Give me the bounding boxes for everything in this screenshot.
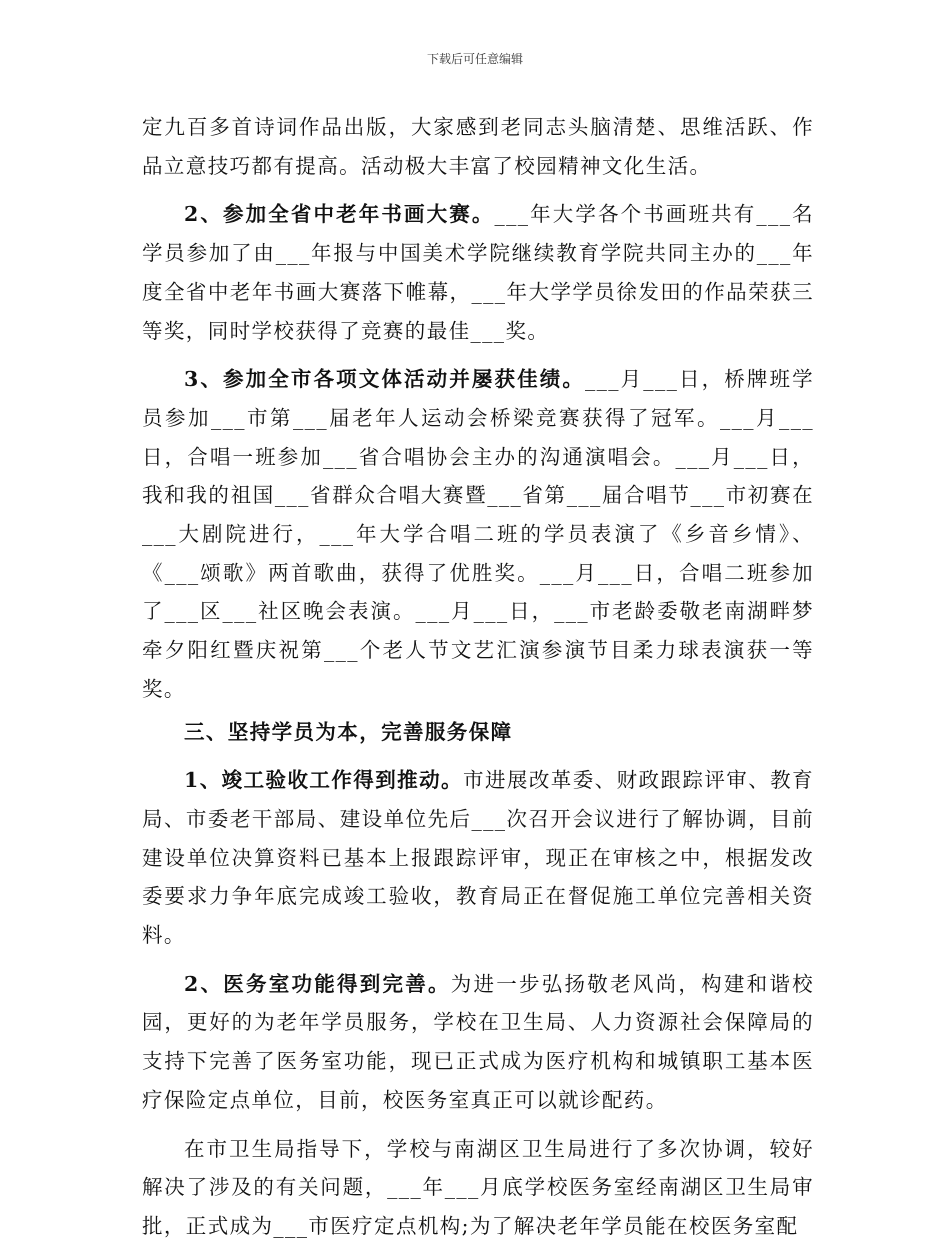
paragraph-poetry-publication (142, 108, 814, 185)
paragraph-text: 市进展改革委、财政跟踪评审、教育局、市委老干部局、建设单位先后___次召开会议进行了解协调，目前建设单位决算资料已基本上报跟踪评审，现正在审核之中，根据发改委要求力争年底完成竣工验收，教育局正在督促施工单位完善相关资料。 (142, 768, 815, 948)
section-heading-text: 三、坚持学员为本，完善服务保障 (184, 719, 513, 744)
paragraph-text: 为进一步弘扬敬老风尚，构建和谐校园，更好的为老年学员服务，学校在卫生局、人力资源社会保障局的支持下完善了医务室功能，现已正式成为医疗机构和城镇职工基本医疗保险定点单位，目前，校医务室真正可以就诊配药。 (142, 971, 814, 1112)
paragraph-heading: 3、参加全市各项文体活动并屡获佳绩。 (184, 367, 585, 392)
paragraph-heading: 2、医务室功能得到完善。 (184, 971, 451, 996)
document-body (142, 108, 814, 1246)
paragraph-clinic (142, 965, 814, 1120)
section-heading-service (142, 713, 814, 752)
paragraph-text: 在市卫生局指导下，学校与南湖区卫生局进行了多次协调，较好解决了涉及的有关问题，___年___月底学校医务室经南湖区卫生局审批，正式成为___市医疗定点机构;为了解决老年学员能在校医务室配 (142, 1136, 814, 1238)
paragraph-heading: 1、竣工验收工作得到推动。 (184, 768, 463, 793)
paragraph-text: ___年大学各个书画班共有___名学员参加了由___年报与中国美术学院继续教育学院共同主办的___年度全省中老年书画大赛落下帷幕，___年大学学员徐发田的作品荣获三等奖，同时学校获得了竞赛的最佳___奖。 (142, 202, 814, 343)
paragraph-city-activities (142, 360, 814, 708)
paragraph-calligraphy-contest (142, 195, 814, 350)
paragraph-acceptance (142, 761, 814, 955)
paragraph-heading: 2、参加全省中老年书画大赛。 (184, 202, 495, 227)
paragraph-health-bureau (142, 1130, 814, 1246)
paragraph-text: ___月___日，桥牌班学员参加___市第___届老年人运动会桥梁竞赛获得了冠军。___月___日，合唱一班参加___省合唱协会主办的沟通演唱会。___月___日，我和我的祖国___省群众合唱大赛暨___省第___届合唱节___市初赛在___大剧院进行，___年大学合唱二班的学员表演了《乡音乡情》、《___颂歌》两首歌曲，获得了优胜奖。___月___日，合唱二班参加了___区___社区晚会表演。___月___日，___市老龄委敬老南湖畔梦牵夕阳红暨庆祝第___个老人节文艺汇演参演节目柔力球表演获一等奖。 (142, 367, 814, 701)
paragraph-text: 定九百多首诗词作品出版，大家感到老同志头脑清楚、思维活跃、作品立意技巧都有提高。活动极大丰富了校园精神文化生活。 (142, 115, 814, 178)
page-header: 下载后可任意编辑 (426, 52, 523, 66)
